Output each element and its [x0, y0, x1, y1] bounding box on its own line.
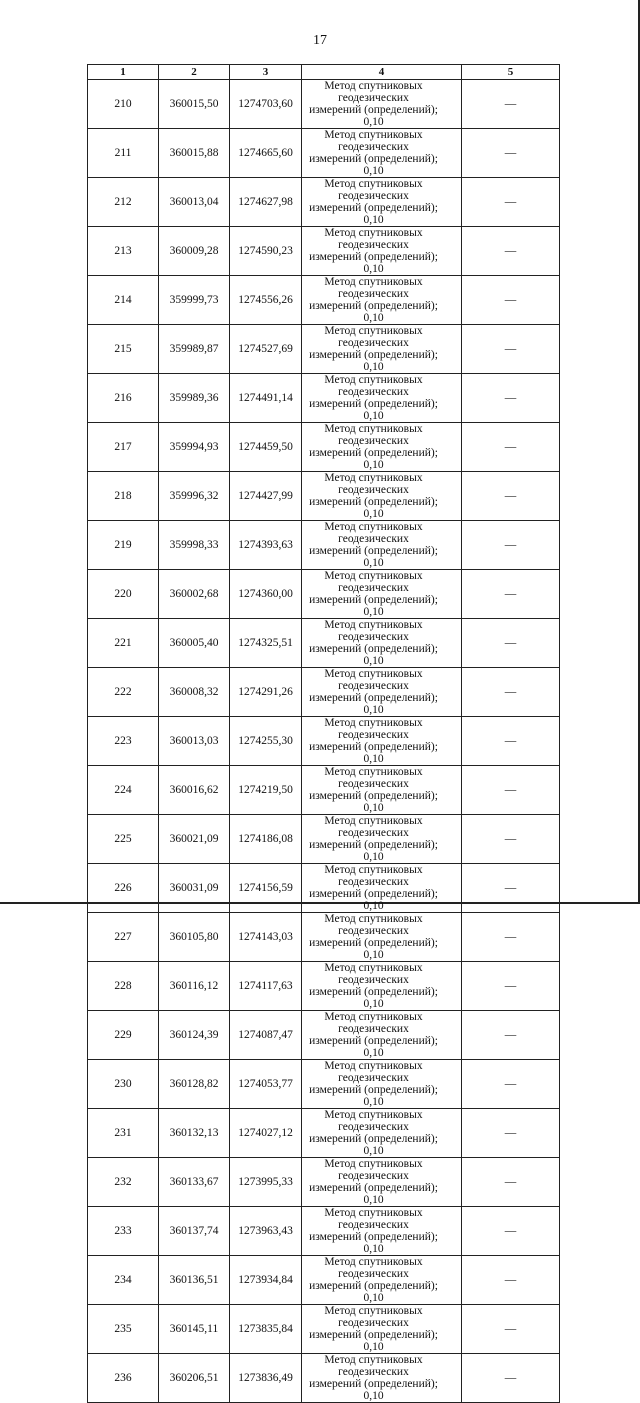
point-number-cell: 217 [88, 423, 159, 472]
method-cell [302, 619, 462, 668]
table-row [88, 570, 560, 619]
y-coordinate-cell: 1274393,63 [230, 521, 302, 570]
y-coordinate-cell: 1274627,98 [230, 178, 302, 227]
table-row [88, 1011, 560, 1060]
x-coordinate-cell: 360015,88 [159, 129, 230, 178]
table-row [88, 619, 560, 668]
y-coordinate-cell: 1274255,30 [230, 717, 302, 766]
y-coordinate-cell: 1274186,08 [230, 815, 302, 864]
point-number-cell: 219 [88, 521, 159, 570]
method-cell [302, 374, 462, 423]
description-cell: — [462, 129, 560, 178]
method-line-1: Метод спутниковых геодезических [324, 913, 423, 937]
method-cell [302, 227, 462, 276]
method-line-2: измерений (определений); 0,10 [309, 839, 438, 863]
x-coordinate-cell: 360031,09 [159, 864, 230, 913]
method-cell [302, 1109, 462, 1158]
point-number-cell: 210 [88, 80, 159, 129]
method-line-2: измерений (определений); 0,10 [309, 496, 438, 520]
method-line-2: измерений (определений); 0,10 [309, 1231, 438, 1255]
method-cell [302, 913, 462, 962]
method-cell [302, 766, 462, 815]
x-coordinate-cell: 360137,74 [159, 1207, 230, 1256]
x-coordinate-cell: 360132,13 [159, 1109, 230, 1158]
x-coordinate-cell: 360116,12 [159, 962, 230, 1011]
y-coordinate-cell: 1274459,50 [230, 423, 302, 472]
y-coordinate-cell: 1274556,26 [230, 276, 302, 325]
x-coordinate-cell: 359996,32 [159, 472, 230, 521]
table-row [88, 1060, 560, 1109]
table-row [88, 129, 560, 178]
method-line-2: измерений (определений); 0,10 [309, 594, 438, 618]
method-cell [302, 1158, 462, 1207]
method-line-1: Метод спутниковых геодезических [324, 1158, 423, 1182]
y-coordinate-cell: 1273836,49 [230, 1354, 302, 1403]
x-coordinate-cell: 360128,82 [159, 1060, 230, 1109]
table-row [88, 1109, 560, 1158]
point-number-cell: 231 [88, 1109, 159, 1158]
x-coordinate-cell: 360136,51 [159, 1256, 230, 1305]
x-coordinate-cell: 360015,50 [159, 80, 230, 129]
header-col-3: 3 [230, 65, 302, 80]
y-coordinate-cell: 1274143,03 [230, 913, 302, 962]
y-coordinate-cell: 1273963,43 [230, 1207, 302, 1256]
method-line-1: Метод спутниковых геодезических [324, 1207, 423, 1231]
table-row [88, 913, 560, 962]
method-line-1: Метод спутниковых геодезических [324, 80, 423, 104]
method-line-1: Метод спутниковых геодезических [324, 178, 423, 202]
description-cell: — [462, 815, 560, 864]
point-number-cell: 224 [88, 766, 159, 815]
x-coordinate-cell: 360005,40 [159, 619, 230, 668]
method-cell [302, 521, 462, 570]
description-cell: — [462, 423, 560, 472]
header-col-5: 5 [462, 65, 560, 80]
method-line-1: Метод спутниковых геодезических [324, 423, 423, 447]
method-line-1: Метод спутниковых геодезических [324, 1354, 423, 1378]
x-coordinate-cell: 360013,03 [159, 717, 230, 766]
coordinates-table [87, 64, 560, 1403]
table-row [88, 374, 560, 423]
method-line-1: Метод спутниковых геодезических [324, 1305, 423, 1329]
y-coordinate-cell: 1274117,63 [230, 962, 302, 1011]
description-cell: — [462, 521, 560, 570]
x-coordinate-cell: 360206,51 [159, 1354, 230, 1403]
point-number-cell: 228 [88, 962, 159, 1011]
table-row [88, 1256, 560, 1305]
page-number: 17 [313, 33, 327, 48]
point-number-cell: 232 [88, 1158, 159, 1207]
method-cell [302, 668, 462, 717]
point-number-cell: 213 [88, 227, 159, 276]
method-line-1: Метод спутниковых геодезических [324, 521, 423, 545]
y-coordinate-cell: 1274087,47 [230, 1011, 302, 1060]
x-coordinate-cell: 360133,67 [159, 1158, 230, 1207]
point-number-cell: 211 [88, 129, 159, 178]
method-line-2: измерений (определений); 0,10 [309, 692, 438, 716]
table-row [88, 423, 560, 472]
header-col-2: 2 [159, 65, 230, 80]
table-row [88, 472, 560, 521]
table-row [88, 962, 560, 1011]
description-cell: — [462, 1109, 560, 1158]
description-cell: — [462, 766, 560, 815]
table-row [88, 227, 560, 276]
method-line-1: Метод спутниковых геодезических [324, 227, 423, 251]
y-coordinate-cell: 1274053,77 [230, 1060, 302, 1109]
point-number-cell: 234 [88, 1256, 159, 1305]
description-cell: — [462, 1060, 560, 1109]
point-number-cell: 214 [88, 276, 159, 325]
method-cell [302, 570, 462, 619]
method-line-1: Метод спутниковых геодезических [324, 129, 423, 153]
method-line-2: измерений (определений); 0,10 [309, 1329, 438, 1353]
description-cell: — [462, 178, 560, 227]
x-coordinate-cell: 359999,73 [159, 276, 230, 325]
method-cell [302, 1256, 462, 1305]
method-line-1: Метод спутниковых геодезических [324, 472, 423, 496]
method-line-2: измерений (определений); 0,10 [309, 447, 438, 471]
description-cell: — [462, 864, 560, 913]
table-row [88, 717, 560, 766]
method-cell [302, 178, 462, 227]
method-cell [302, 1207, 462, 1256]
method-line-2: измерений (определений); 0,10 [309, 153, 438, 177]
table-row [88, 864, 560, 913]
y-coordinate-cell: 1274590,23 [230, 227, 302, 276]
method-cell [302, 276, 462, 325]
method-line-1: Метод спутниковых геодезических [324, 668, 423, 692]
method-line-1: Метод спутниковых геодезических [324, 325, 423, 349]
y-coordinate-cell: 1274219,50 [230, 766, 302, 815]
description-cell: — [462, 472, 560, 521]
y-coordinate-cell: 1273934,84 [230, 1256, 302, 1305]
point-number-cell: 226 [88, 864, 159, 913]
description-cell: — [462, 619, 560, 668]
point-number-cell: 212 [88, 178, 159, 227]
y-coordinate-cell: 1274325,51 [230, 619, 302, 668]
point-number-cell: 222 [88, 668, 159, 717]
method-cell [302, 1305, 462, 1354]
y-coordinate-cell: 1274491,14 [230, 374, 302, 423]
table-row [88, 815, 560, 864]
method-line-1: Метод спутниковых геодезических [324, 1109, 423, 1133]
x-coordinate-cell: 359994,93 [159, 423, 230, 472]
y-coordinate-cell: 1274027,12 [230, 1109, 302, 1158]
point-number-cell: 225 [88, 815, 159, 864]
description-cell: — [462, 227, 560, 276]
table-row [88, 80, 560, 129]
description-cell: — [462, 913, 560, 962]
description-cell: — [462, 1207, 560, 1256]
method-cell [302, 1354, 462, 1403]
x-coordinate-cell: 360124,39 [159, 1011, 230, 1060]
point-number-cell: 216 [88, 374, 159, 423]
x-coordinate-cell: 360021,09 [159, 815, 230, 864]
table-row [88, 766, 560, 815]
method-line-2: измерений (определений); 0,10 [309, 349, 438, 373]
table-row [88, 1207, 560, 1256]
x-coordinate-cell: 360013,04 [159, 178, 230, 227]
method-cell [302, 325, 462, 374]
method-line-2: измерений (определений); 0,10 [309, 790, 438, 814]
method-line-2: измерений (определений); 0,10 [309, 545, 438, 569]
method-line-2: измерений (определений); 0,10 [309, 643, 438, 667]
description-cell: — [462, 325, 560, 374]
method-line-1: Метод спутниковых геодезических [324, 276, 423, 300]
x-coordinate-cell: 360145,11 [159, 1305, 230, 1354]
point-number-cell: 229 [88, 1011, 159, 1060]
table-row [88, 1354, 560, 1403]
method-cell [302, 129, 462, 178]
method-line-2: измерений (определений); 0,10 [309, 1182, 438, 1206]
table-row [88, 668, 560, 717]
point-number-cell: 215 [88, 325, 159, 374]
y-coordinate-cell: 1274527,69 [230, 325, 302, 374]
method-line-1: Метод спутниковых геодезических [324, 1060, 423, 1084]
header-col-4: 4 [302, 65, 462, 80]
method-line-2: измерений (определений); 0,10 [309, 1084, 438, 1108]
point-number-cell: 230 [88, 1060, 159, 1109]
description-cell: — [462, 80, 560, 129]
header-col-1: 1 [88, 65, 159, 80]
point-number-cell: 223 [88, 717, 159, 766]
method-line-2: измерений (определений); 0,10 [309, 986, 438, 1010]
method-cell [302, 717, 462, 766]
table-row [88, 1158, 560, 1207]
method-cell [302, 423, 462, 472]
description-cell: — [462, 570, 560, 619]
method-cell [302, 80, 462, 129]
description-cell: — [462, 374, 560, 423]
x-coordinate-cell: 360105,80 [159, 913, 230, 962]
description-cell: — [462, 1158, 560, 1207]
y-coordinate-cell: 1274665,60 [230, 129, 302, 178]
y-coordinate-cell: 1273835,84 [230, 1305, 302, 1354]
description-cell: — [462, 1305, 560, 1354]
method-line-1: Метод спутниковых геодезических [324, 1011, 423, 1035]
method-line-2: измерений (определений); 0,10 [309, 1035, 438, 1059]
method-line-2: измерений (определений); 0,10 [309, 1280, 438, 1304]
method-line-1: Метод спутниковых геодезических [324, 619, 423, 643]
point-number-cell: 218 [88, 472, 159, 521]
description-cell: — [462, 1011, 560, 1060]
method-cell [302, 815, 462, 864]
method-cell [302, 472, 462, 521]
method-line-2: измерений (определений); 0,10 [309, 398, 438, 422]
y-coordinate-cell: 1274360,00 [230, 570, 302, 619]
method-line-2: измерений (определений); 0,10 [309, 300, 438, 324]
x-coordinate-cell: 359998,33 [159, 521, 230, 570]
method-line-1: Метод спутниковых геодезических [324, 864, 423, 888]
x-coordinate-cell: 359989,36 [159, 374, 230, 423]
description-cell: — [462, 1354, 560, 1403]
method-line-1: Метод спутниковых геодезических [324, 570, 423, 594]
table-header-row [88, 65, 560, 80]
table-row [88, 521, 560, 570]
point-number-cell: 235 [88, 1305, 159, 1354]
x-coordinate-cell: 360009,28 [159, 227, 230, 276]
point-number-cell: 227 [88, 913, 159, 962]
point-number-cell: 236 [88, 1354, 159, 1403]
method-line-2: измерений (определений); 0,10 [309, 937, 438, 961]
x-coordinate-cell: 360002,68 [159, 570, 230, 619]
method-cell [302, 1060, 462, 1109]
method-cell [302, 864, 462, 913]
y-coordinate-cell: 1274156,59 [230, 864, 302, 913]
y-coordinate-cell: 1274703,60 [230, 80, 302, 129]
description-cell: — [462, 276, 560, 325]
table-row [88, 325, 560, 374]
method-cell [302, 962, 462, 1011]
x-coordinate-cell: 360016,62 [159, 766, 230, 815]
method-line-2: измерений (определений); 0,10 [309, 251, 438, 275]
point-number-cell: 220 [88, 570, 159, 619]
table-row [88, 276, 560, 325]
method-line-2: измерений (определений); 0,10 [309, 741, 438, 765]
point-number-cell: 233 [88, 1207, 159, 1256]
y-coordinate-cell: 1273995,33 [230, 1158, 302, 1207]
point-number-cell: 221 [88, 619, 159, 668]
method-line-1: Метод спутниковых геодезических [324, 1256, 423, 1280]
table-row [88, 178, 560, 227]
method-line-2: измерений (определений); 0,10 [309, 104, 438, 128]
table-row [88, 1305, 560, 1354]
description-cell: — [462, 668, 560, 717]
x-coordinate-cell: 360008,32 [159, 668, 230, 717]
method-line-2: измерений (определений); 0,10 [309, 888, 438, 912]
x-coordinate-cell: 359989,87 [159, 325, 230, 374]
description-cell: — [462, 717, 560, 766]
method-line-1: Метод спутниковых геодезических [324, 766, 423, 790]
method-line-1: Метод спутниковых геодезических [324, 962, 423, 986]
method-line-2: измерений (определений); 0,10 [309, 1378, 438, 1402]
description-cell: — [462, 962, 560, 1011]
y-coordinate-cell: 1274427,99 [230, 472, 302, 521]
method-line-1: Метод спутниковых геодезических [324, 717, 423, 741]
y-coordinate-cell: 1274291,26 [230, 668, 302, 717]
method-line-2: измерений (определений); 0,10 [309, 1133, 438, 1157]
method-line-1: Метод спутниковых геодезических [324, 815, 423, 839]
method-line-1: Метод спутниковых геодезических [324, 374, 423, 398]
method-line-2: измерений (определений); 0,10 [309, 202, 438, 226]
method-cell [302, 1011, 462, 1060]
description-cell: — [462, 1256, 560, 1305]
